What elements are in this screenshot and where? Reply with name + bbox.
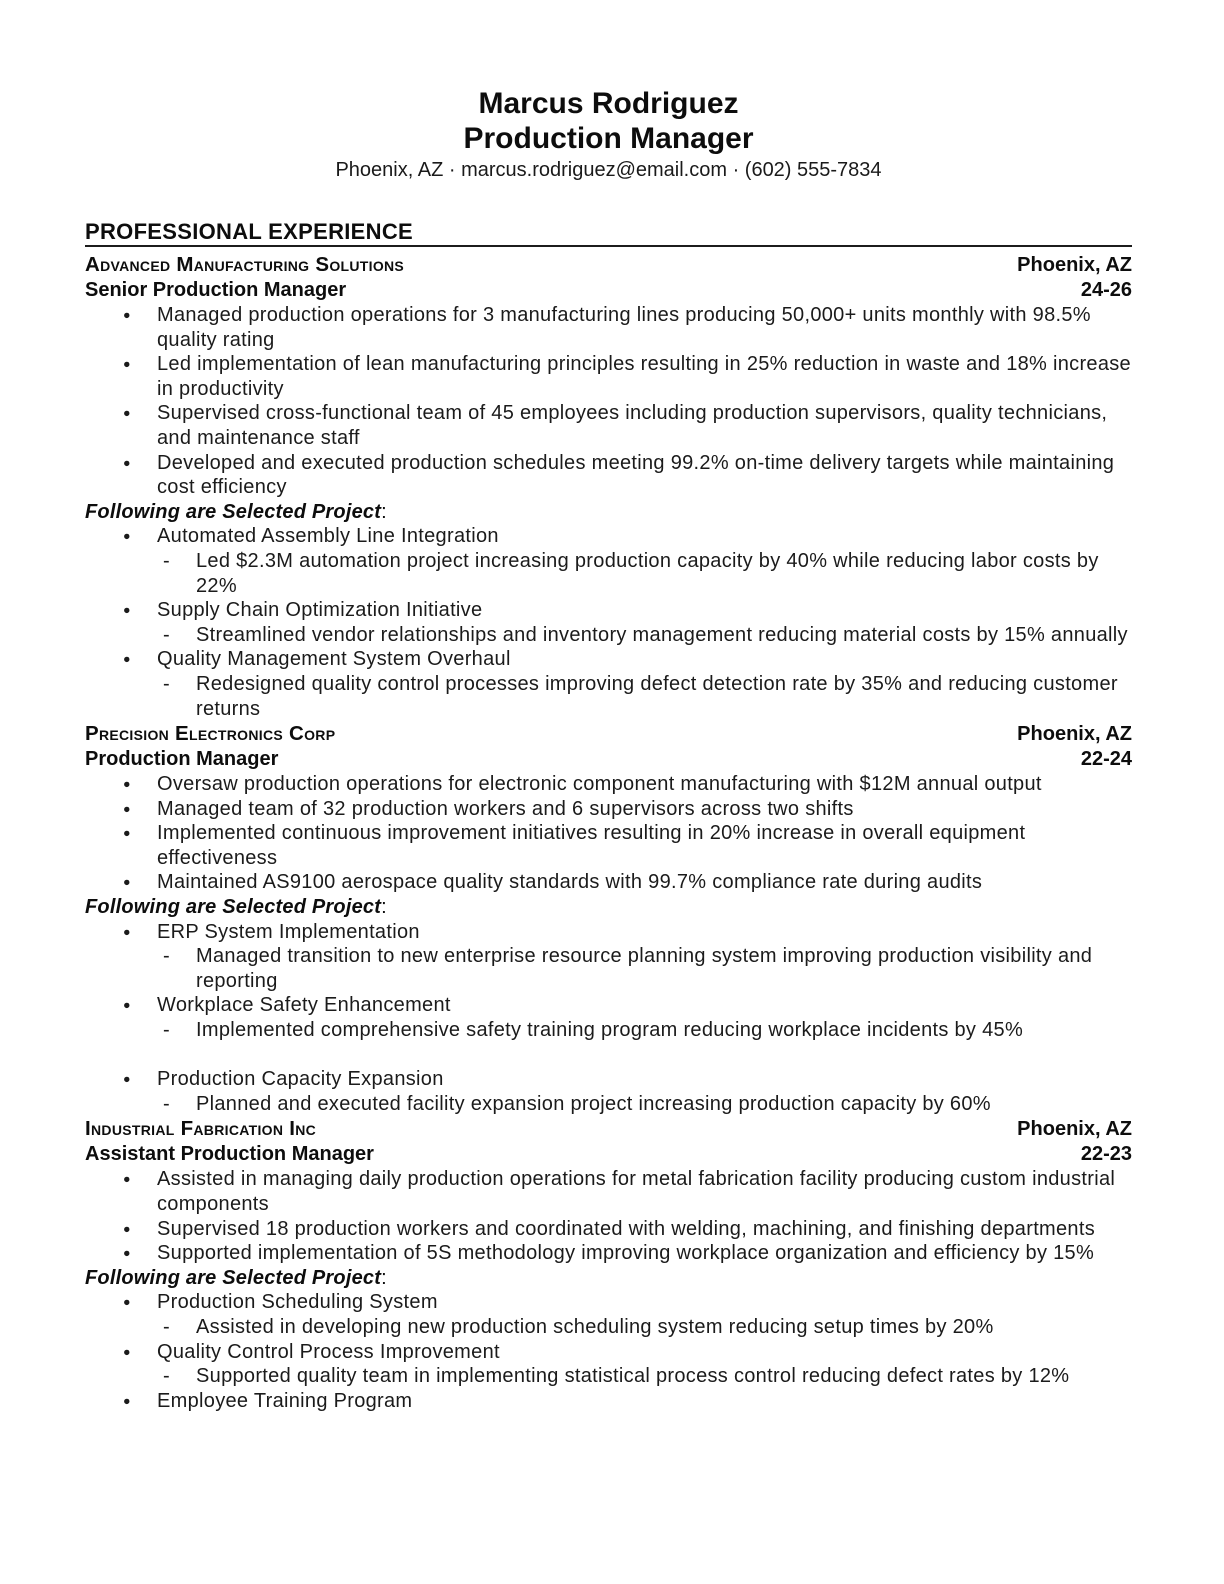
project-item [85, 598, 1132, 623]
bullet-text: Oversaw production operations for electronic component manufacturing with $12M annual output [157, 773, 1042, 796]
role-row [85, 278, 1132, 303]
bullet-text: Supervised 18 production workers and coordinated with welding, machining, and finishing departments [157, 1217, 1096, 1240]
bullet-icon: ● [123, 406, 131, 421]
bullet-text: Assisted in managing daily production operations for metal fabrication facility producing custom industrial components [157, 1168, 1116, 1215]
bullet-icon: ● [123, 826, 131, 841]
dash-icon: - [163, 1092, 170, 1115]
role-dates: 24-26 [1080, 279, 1132, 301]
bullet-text: Developed and executed production schedules meeting 99.2% on-time delivery targets while maintaining cost efficiency [157, 451, 1115, 499]
contact-line: Phoenix, AZ · marcus.rodriguez@email.com · (602) 555-7834 [335, 159, 882, 181]
dash-icon: - [163, 549, 170, 572]
role-row [85, 1142, 1132, 1167]
project-detail-text: Implemented comprehensive safety training program reducing workplace incidents by 45% [196, 1019, 1024, 1042]
project-item [85, 1340, 1132, 1365]
role-title: Production Manager [85, 748, 279, 771]
bullet-icon: ● [123, 1393, 131, 1408]
bullet-icon: ● [123, 1221, 131, 1236]
company-name: Industrial Fabrication Inc [85, 1117, 317, 1141]
role-title: Assistant Production Manager [85, 1143, 374, 1166]
bullet-icon: ● [123, 1072, 131, 1087]
dash-icon: - [163, 672, 170, 695]
section-heading-professional-experience: PROFESSIONAL EXPERIENCE [85, 220, 1132, 247]
project-item [85, 524, 1132, 549]
bullet-icon: ● [123, 1295, 131, 1310]
project-item [85, 647, 1132, 672]
project-name: ERP System Implementation [157, 920, 420, 943]
project-detail-text: Supported quality team in implementing statistical process control reducing defect rates by 12% [196, 1365, 1070, 1388]
experience-bullet [85, 352, 1132, 401]
project-detail-text: Redesigned quality control processes improving defect detection rate by 35% and reducing customer returns [196, 672, 1118, 720]
bullet-icon: ● [123, 998, 131, 1013]
bullet-icon: ● [123, 1344, 131, 1359]
project-detail-text: Planned and executed facility expansion project increasing production capacity by 60% [196, 1092, 991, 1115]
bullet-icon: ● [123, 924, 131, 939]
bullet-text: Supported implementation of 5S methodology improving workplace organization and efficiency by 15% [157, 1242, 1095, 1265]
bullet-icon: ● [123, 357, 131, 372]
job-section-precision-electronics [85, 721, 1132, 1116]
dash-icon: - [163, 1315, 170, 1338]
project-item [85, 1389, 1132, 1414]
bullet-icon: ● [123, 1246, 131, 1261]
project-name: Supply Chain Optimization Initiative [157, 599, 483, 622]
experience-bullet [85, 1217, 1132, 1242]
project-detail-text: Streamlined vendor relationships and inventory management reducing material costs by 15% annually [196, 623, 1128, 646]
project-item [85, 920, 1132, 945]
bullet-text: Implemented continuous improvement initiatives resulting in 20% increase in overall equipment effectiveness [157, 822, 1026, 869]
project-detail [85, 1315, 1132, 1340]
bullet-icon: ● [123, 777, 131, 792]
project-detail [85, 623, 1132, 648]
company-location: Phoenix, AZ [1017, 723, 1132, 746]
project-detail [85, 672, 1132, 721]
dash-icon: - [163, 623, 170, 646]
bullet-icon: ● [123, 455, 131, 470]
project-detail [85, 1018, 1132, 1043]
bullet-icon: ● [123, 529, 131, 544]
company-location: Phoenix, AZ [1017, 1118, 1132, 1141]
experience-bullet [85, 303, 1132, 352]
project-name: Quality Management System Overhaul [157, 648, 511, 671]
bullet-icon: ● [123, 801, 131, 816]
bullet-text: Led implementation of lean manufacturing principles resulting in 25% reduction in waste and 18% increase in productivity [157, 353, 1131, 400]
role-dates: 22-24 [1080, 748, 1132, 771]
company-location: Phoenix, AZ [1017, 254, 1132, 276]
bullet-icon: ● [123, 652, 131, 667]
company-row [85, 721, 1132, 747]
experience-bullet [85, 797, 1132, 822]
project-detail [85, 1092, 1132, 1117]
projects-heading: Following are Selected Project: [85, 500, 387, 523]
company-row [85, 252, 1132, 278]
experience-bullet [85, 870, 1132, 895]
project-name: Employee Training Program [157, 1389, 413, 1412]
projects-heading: Following are Selected Project: [85, 1266, 387, 1289]
project-detail [85, 944, 1132, 993]
bullet-icon: ● [123, 1172, 131, 1187]
person-job-title: Production Manager [463, 122, 754, 155]
project-detail-text: Led $2.3M automation project increasing production capacity by 40% while reducing labor costs by 22% [196, 549, 1099, 597]
role-dates: 22-23 [1080, 1143, 1132, 1166]
experience-bullet [85, 1167, 1132, 1216]
role-title: Senior Production Manager [85, 279, 347, 301]
blank-line [85, 1043, 1132, 1068]
bullet-icon: ● [123, 308, 131, 322]
project-detail-text: Managed transition to new enterprise resource planning system improving production visibility and reporting [196, 945, 1093, 992]
job-section-industrial-fabrication [85, 1116, 1132, 1413]
dash-icon: - [163, 1019, 170, 1042]
bullet-icon: ● [123, 875, 131, 890]
project-name: Quality Control Process Improvement [157, 1340, 500, 1363]
bullet-text: Managed production operations for 3 manufacturing lines producing 50,000+ units monthly with 98.5% quality rating [157, 304, 1091, 351]
bullet-icon: ● [123, 603, 131, 618]
project-name: Workplace Safety Enhancement [157, 994, 451, 1017]
project-item [85, 993, 1132, 1018]
bullet-text: Supervised cross-functional team of 45 employees including production supervisors, quality technicians, and maintenance staff [157, 402, 1108, 449]
experience-bullet [85, 772, 1132, 797]
dash-icon: - [163, 945, 170, 968]
dash-icon: - [163, 1365, 170, 1388]
project-name: Production Capacity Expansion [157, 1068, 444, 1091]
bullet-text: Managed team of 32 production workers and 6 supervisors across two shifts [157, 797, 854, 820]
bullet-text: Maintained AS9100 aerospace quality standards with 99.7% compliance rate during audits [157, 871, 983, 894]
role-row [85, 747, 1132, 772]
company-row [85, 1116, 1132, 1142]
company-name: Advanced Manufacturing Solutions [85, 253, 405, 276]
company-name: Precision Electronics Corp [85, 722, 336, 746]
experience-bullet [85, 1241, 1132, 1266]
project-item [85, 1290, 1132, 1315]
project-detail-text: Assisted in developing new production scheduling system reducing setup times by 20% [196, 1315, 994, 1338]
experience-bullet [85, 451, 1132, 500]
experience-bullet [85, 821, 1132, 870]
project-name: Production Scheduling System [157, 1291, 438, 1314]
experience-bullet [85, 401, 1132, 450]
project-detail [85, 1364, 1132, 1389]
project-name: Automated Assembly Line Integration [157, 525, 499, 548]
projects-heading: Following are Selected Project: [85, 896, 387, 919]
job-section-advanced-manufacturing [85, 252, 1132, 721]
project-detail [85, 549, 1132, 598]
project-item [85, 1067, 1132, 1092]
person-name: Marcus Rodriguez [478, 87, 739, 120]
